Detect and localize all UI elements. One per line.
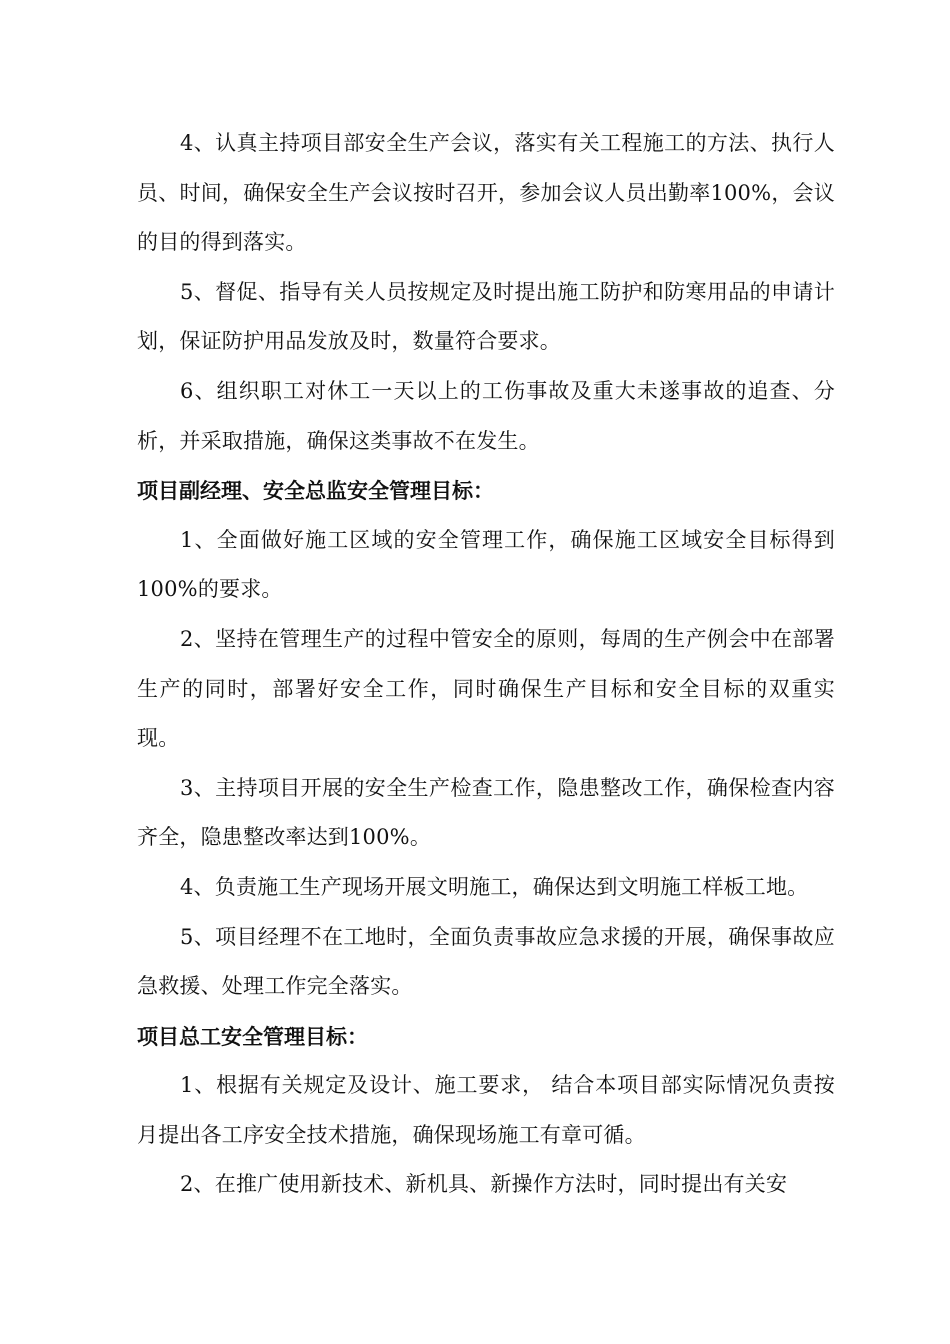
paragraph-deputy-item-1: 1、全面做好施工区域的安全管理工作，确保施工区域安全目标得到100%的要求。: [137, 527, 835, 602]
paragraph-deputy-item-4: 4、负责施工生产现场开展文明施工，确保达到文明施工样板工地。: [180, 874, 809, 899]
section-heading-deputy-manager: 项目副经理、安全总监安全管理目标：: [137, 478, 494, 504]
paragraph-deputy-item-5: 5、项目经理不在工地时，全面负责事故应急求援的开展，确保事故应急救援、处理工作完全落实。: [137, 924, 835, 999]
paragraph-chief-item-1: 1、根据有关规定及设计、施工要求， 结合本项目部实际情况负责按月提出各工序安全技术措施，确保现场施工有章可循。: [137, 1073, 835, 1147]
paragraph-deputy-item-2: 2、坚持在管理生产的过程中管安全的原则，每周的生产例会中在部署生产的同时，部署好安全工作，同时确保生产目标和安全目标的双重实现。: [137, 626, 835, 751]
paragraph-pm-item-5: 5、督促、指导有关人员按规定及时提出施工防护和防寒用品的申请计划，保证防护用品发放及时，数量符合要求。: [137, 279, 835, 354]
paragraph-pm-item-4: 4、认真主持项目部安全生产会议，落实有关工程施工的方法、执行人员、时间，确保安全生产会议按时召开，参加会议人员出勤率100%，会议的目的得到落实。: [137, 131, 835, 255]
paragraph-deputy-item-3: 3、主持项目开展的安全生产检查工作，隐患整改工作，确保检查内容齐全，隐患整改率达到100%。: [137, 775, 835, 850]
document-body: [137, 119, 835, 1210]
paragraph-chief-item-2: 2、在推广使用新技术、新机具、新操作方法时，同时提出有关安: [180, 1172, 788, 1197]
paragraph-pm-item-6: 6、组织职工对休工一天以上的工伤事故及重大未遂事故的追查、分析，并采取措施，确保这类事故不在发生。: [137, 378, 835, 453]
section-heading-chief-engineer: 项目总工安全管理目标：: [137, 1023, 368, 1049]
